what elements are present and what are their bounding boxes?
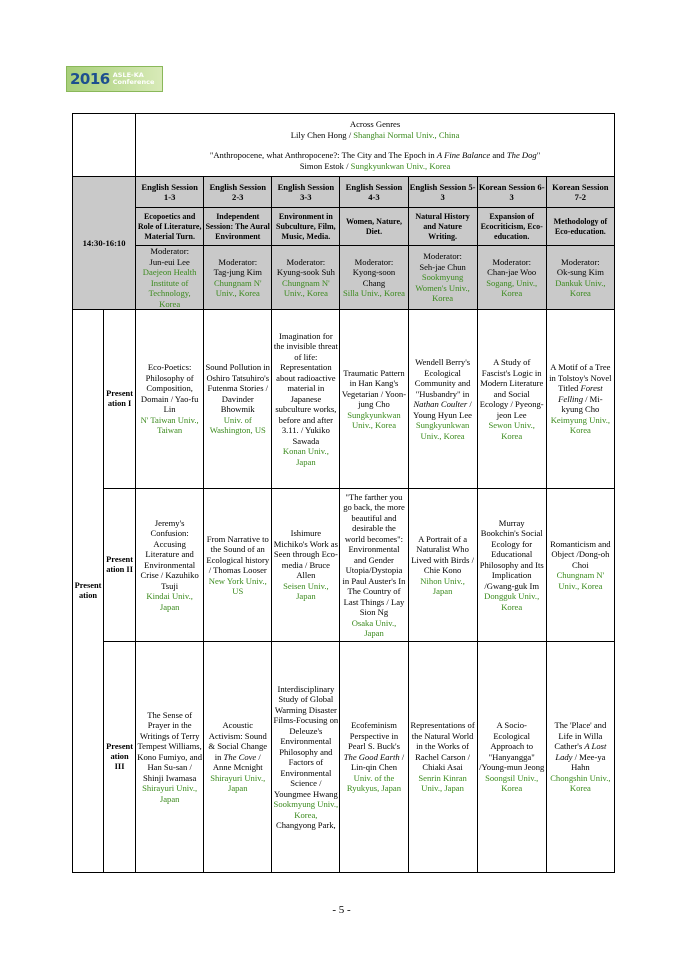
presentation-label: Present ation III — [104, 642, 136, 873]
session-name: Korean Session 7-2 — [546, 177, 614, 208]
paper-affil: Sungkyunkwan Univ., Korea — [415, 420, 470, 441]
presentation-label: Present ation II — [104, 489, 136, 642]
session-name: English Session 4-3 — [340, 177, 408, 208]
session-theme: Women, Nature, Diet. — [340, 208, 408, 246]
top-left-cell — [73, 114, 136, 177]
session-name: English Session 1-3 — [136, 177, 204, 208]
paper-affil: Sookmyung Univ., Korea, — [273, 799, 339, 820]
paper-affil: Chongshin Univ., Korea — [550, 772, 611, 794]
paper-affil: Univ. of the Ryukyus, Japan — [346, 772, 402, 794]
paper-affil: Chungnam N' Univ., Korea — [556, 570, 605, 591]
logo-year: 2016 — [70, 70, 110, 88]
session-name: Korean Session 6-3 — [477, 177, 546, 208]
moderator-cell: Moderator: Ok-sung Kim Dankuk Univ., Korea — [546, 246, 614, 310]
session-theme: Environment in Subculture, Film, Music, Media. — [272, 208, 340, 246]
moderator-cell: Moderator: Chan-jae Woo Sogang, Univ., Korea — [477, 246, 546, 310]
moderator-affil: Sogang, Univ., Korea — [486, 277, 538, 298]
paper-cell: Acoustic Activism: Sound & Social Change in The Cove / Anne Mcnight Shirayuri Univ., Japan — [204, 642, 272, 873]
paper-cell: Representations of the Natural World in the Works of Rachel Carson / Chiaki Asai Senrin Kinran Univ., Japan — [408, 642, 477, 873]
plenary-speaker-2: Simon Estok / Sungkyunkwan Univ., Korea — [299, 160, 451, 171]
page-number: - 5 - — [332, 904, 351, 916]
plenary-speaker-1: Lily Chen Hong / Shanghai Normal Univ., China — [290, 129, 460, 140]
logo-text-line1: ASLE-KA — [112, 71, 144, 79]
paper-affil: New York Univ., US — [208, 575, 267, 596]
session-theme: Ecopoetics and Role of Literature, Material Turn. — [136, 208, 204, 246]
paper-cell: Sound Pollution in Oshiro Tatsuhiro's Futenma Stories / Davinder Bhowmik Univ. of Washington, US — [204, 310, 272, 489]
paper-affil: Keimyung Univ., Korea — [550, 414, 611, 436]
paper-affil: N' Taiwan Univ., Taiwan — [140, 414, 199, 436]
plenary-speaker-1-affil: Shanghai Normal Univ., China — [353, 129, 460, 140]
moderator-cell: Moderator: Kyung-sook Suh Chungnam N' Univ., Korea — [272, 246, 340, 310]
paper-cell: Eco-Poetics: Philosophy of Composition, Domain / Yao-fu Lin N' Taiwan Univ., Taiwan — [136, 310, 204, 489]
paper-affil: Seisen Univ., Japan — [283, 580, 329, 602]
presentation-group-label: Present ation — [73, 310, 104, 873]
presentation-label: Present ation I — [104, 310, 136, 489]
plenary-speaker-2-affil: Sungkyunkwan Univ., Korea — [350, 160, 451, 171]
moderator-affil: Chungnam N' Univ., Korea — [282, 277, 330, 298]
time-slot: 14:30-16:10 — [73, 177, 136, 310]
session-name: English Session 5-3 — [408, 177, 477, 208]
paper-cell: From Narrative to the Sound of an Ecological history / Thomas Looser New York Univ., US — [204, 489, 272, 642]
paper-affil: Shirayuri Univ., Japan — [142, 783, 198, 804]
paper-cell: Interdisciplinary Study of Global Warming Disaster Films-Focusing on Deleuze's Environmental Philosophy and Factors of Environmental Science / Youngmee Hwang Sookmyung Univ., Korea, Changyong Park, — [272, 642, 340, 873]
session-name: English Session 3-3 — [272, 177, 340, 208]
paper-affil: Dongguk Univ., Korea — [484, 591, 540, 612]
paper-cell: A Motif of a Tree in Tolstoy's Novel Titled Forest Felling / Mi-kyung Cho Keimyung Univ., Korea — [546, 310, 614, 489]
logo-text-line2: Conference — [112, 78, 155, 86]
moderator-cell: Moderator: Kyong-soon Chang Silla Univ., Korea — [340, 246, 408, 310]
moderator-affil: Silla Univ., Korea — [342, 288, 405, 298]
paper-affil: Senrin Kinran Univ., Japan — [418, 772, 467, 794]
paper-affil: Soongsil Univ., Korea — [485, 772, 539, 794]
plenary-cell — [136, 114, 615, 177]
logo-text — [113, 72, 155, 86]
paper-cell: Traumatic Pattern in Han Kang's Vegetarian / Yoon-jung Cho Sungkyunkwan Univ., Korea — [340, 310, 408, 489]
moderator-affil: Chungnam N' Univ., Korea — [213, 277, 262, 298]
paper-cell: A Portrait of a Naturalist Who Lived with Birds / Chie Kono Nihon Univ., Japan — [408, 489, 477, 642]
conference-logo — [66, 66, 163, 92]
session-theme: Expansion of Ecocriticism, Eco-education. — [477, 208, 546, 246]
paper-cell: Imagination for the invisible threat of life: Representation about radioactive material in Japanese subculture works, before and after 3.11. / Yukiko Sawada Konan Univ., Japan — [272, 310, 340, 489]
paper-affil: Kindai Univ., Japan — [146, 591, 193, 612]
moderator-affil: Daejeon Health Institute of Technology, Korea — [142, 267, 197, 309]
paper-affil: Osaka Univ., Japan — [351, 617, 397, 638]
moderator-cell: Moderator: Tag-jung Kim Chungnam N' Univ., Korea — [204, 246, 272, 310]
paper-cell: Ishimure Michiko's Work as Seen through Eco-media / Bruce Allen Seisen Univ., Japan — [272, 489, 340, 642]
paper-cell: Wendell Berry's Ecological Community and "Husbandry" in Nathan Coulter / Young Hyun Lee Sungkyunkwan Univ., Korea — [408, 310, 477, 489]
plenary-talk-title: "Anthropocene, what Anthropocene?: The City and The Epoch in A Fine Balance and The Dog" — [209, 150, 541, 160]
paper-affil: Shirayuri Univ., Japan — [210, 772, 266, 794]
paper-cell: The Sense of Prayer in the Writings of Terry Tempest Williams, Kono Fumiyo, and Han Su-san / Shinji Iwamasa Shirayuri Univ., Japan — [136, 642, 204, 873]
paper-cell: A Study of Fascist's Logic in Modern Literature and Social Ecology / Pyeong-jeon Lee Sewon Univ., Korea — [477, 310, 546, 489]
moderator-affil: Sookmyung Women's Univ., Korea — [415, 272, 470, 304]
session-name: English Session 2-3 — [204, 177, 272, 208]
session-theme: Natural History and Nature Writing. — [408, 208, 477, 246]
paper-cell: Ecofeminism Perspective in Pearl S. Buck's The Good Earth / Lin-qin Chen Univ. of the Ryukyus, Japan — [340, 642, 408, 873]
paper-cell: The 'Place' and Life in Willa Cather's A Lost Lady / Mee-ya Hahn Chongshin Univ., Korea — [546, 642, 614, 873]
moderator-cell: Moderator: Jun-eui Lee Daejeon Health Institute of Technology, Korea — [136, 246, 204, 310]
session-theme: Independent Session: The Aural Environment — [204, 208, 272, 246]
paper-cell: "The farther you go back, the more beautiful and desirable the world becomes": Environmental and Gender Utopia/Dystopia in Paul Auster's In The Country of Last Things / Lay Sion Ng Osaka Univ., Japan — [340, 489, 408, 642]
paper-cell: Romanticism and Object /Dong-oh Choi Chungnam N' Univ., Korea — [546, 489, 614, 642]
paper-affil: Sungkyunkwan Univ., Korea — [347, 409, 401, 430]
moderator-affil: Dankuk Univ., Korea — [555, 277, 606, 298]
paper-cell: Jeremy's Confusion: Accusing Literature and Environmental Crise / Kazuhiko Tsuji Kindai Univ., Japan — [136, 489, 204, 642]
paper-affil: Nihon Univ., Japan — [420, 575, 465, 596]
moderator-cell: Moderator: Seh-jae Chun Sookmyung Women's Univ., Korea — [408, 246, 477, 310]
paper-coauthor: Changyong Park, — [276, 820, 336, 830]
paper-cell: Murray Bookchin's Social Ecology for Educational Philosophy and Its Implication /Gwang-guk Im Dongguk Univ., Korea — [477, 489, 546, 642]
paper-affil: Sewon Univ., Korea — [488, 420, 535, 441]
schedule-table — [72, 113, 615, 873]
plenary-title: Across Genres — [349, 119, 401, 129]
paper-cell: A Socio-Ecological Approach to "Hanyangga" /Young-mun Jeong Soongsil Univ., Korea — [477, 642, 546, 873]
paper-affil: Univ. of Washington, US — [209, 414, 266, 436]
paper-affil: Konan Univ., Japan — [282, 446, 329, 467]
session-theme: Methodology of Eco-education. — [546, 208, 614, 246]
